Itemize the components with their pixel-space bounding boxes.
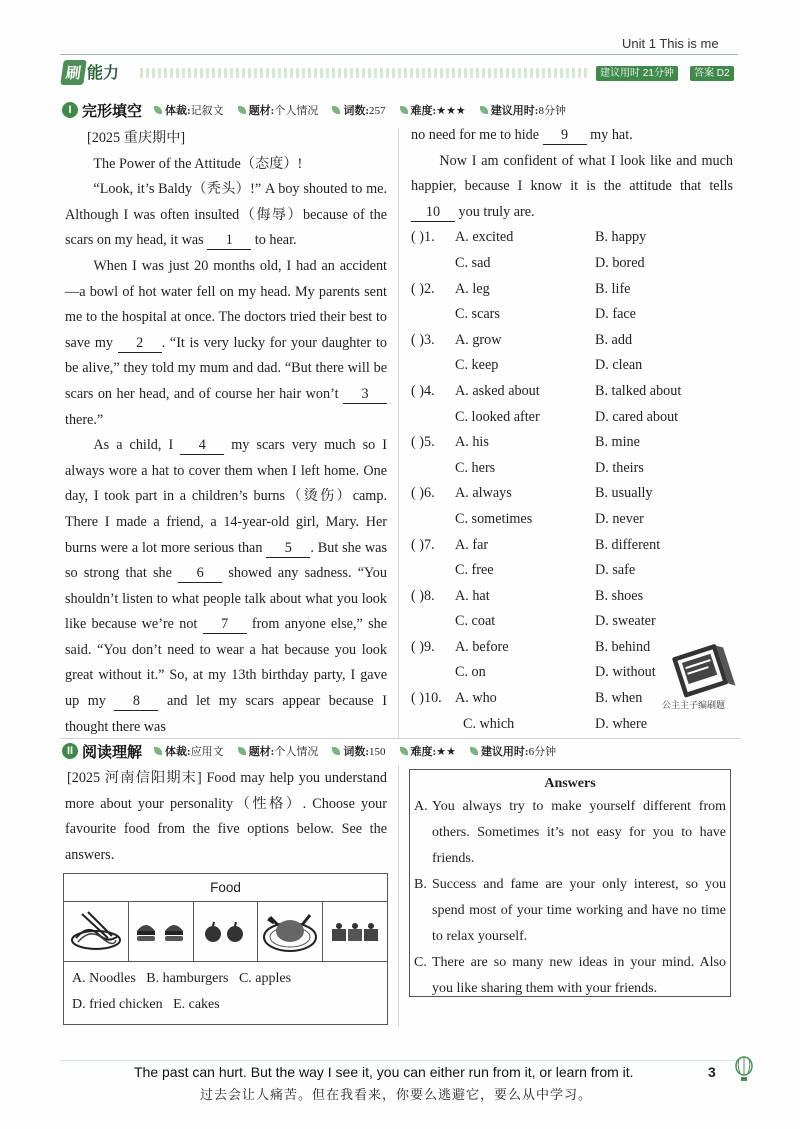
passage-text: When I was just 20 months old, I had an accident—a bowl of hot water fell on my head. My parents sent me to the hospital at once. The doctors tried their best to save my: [65, 257, 387, 351]
answer-blank[interactable]: 3: [343, 385, 387, 404]
hamburger-icon: [133, 917, 189, 947]
answer-blank[interactable]: 9: [543, 126, 587, 145]
answer-blank[interactable]: 5: [266, 539, 310, 558]
passage-text: from anyone else,” she said. “You don’t need to wear a hat because you look great without it.” So, at my 13th birthday party, I gave up my: [65, 616, 387, 710]
fried-chicken-icon: [260, 907, 320, 957]
option-c[interactable]: C. looked after: [455, 408, 540, 425]
section1-meta-key: 体裁:: [165, 105, 191, 117]
section1-meta: [154, 102, 580, 118]
leaf-icon: [238, 106, 246, 114]
option-a[interactable]: A. grow: [455, 331, 502, 348]
footer-quote-en: The past can hurt. But the way I see it, you can either run from it, or learn from it.: [134, 1064, 634, 1080]
question-number: ( )10.: [411, 690, 442, 707]
option-d[interactable]: D. clean: [595, 357, 643, 374]
answer-blank[interactable]: 4: [180, 436, 224, 455]
question-number: ( )3.: [411, 331, 435, 348]
cake-icon: [330, 917, 380, 947]
section1-meta-key: 词数:: [343, 105, 370, 117]
section2-meta-item: [400, 746, 456, 758]
option-d[interactable]: D. cared about: [595, 408, 679, 425]
fried-chicken-image: [258, 902, 323, 961]
section1-meta-item: [154, 105, 224, 117]
option-a[interactable]: A. leg: [455, 280, 490, 297]
section1-meta-value: 8分钟: [538, 105, 566, 117]
section1-meta-value: 257: [369, 105, 386, 117]
answers-title: Answers: [544, 776, 596, 791]
food-options: [64, 962, 387, 1022]
option-b[interactable]: B. mine: [595, 434, 640, 451]
section2-title: 阅读理解: [82, 743, 143, 761]
question-number: ( )9.: [411, 638, 435, 655]
section1-header: [62, 100, 742, 120]
balloon-icon: [734, 1056, 754, 1087]
option-a[interactable]: A. far: [455, 536, 489, 553]
question-row: [411, 507, 733, 533]
question-row: [411, 430, 733, 456]
option-b[interactable]: B. different: [595, 536, 661, 553]
section2-meta: [154, 743, 570, 759]
section2-meta-key: 建议用时:: [480, 746, 529, 758]
section2-meta-value: ★★: [436, 746, 456, 758]
passage-text: you truly are.: [455, 203, 535, 220]
question-row: [411, 225, 733, 251]
question-row: [411, 609, 733, 635]
answer-ref-badge: 答案 D2: [690, 66, 734, 81]
section1-meta-item: [238, 105, 319, 117]
option-d[interactable]: D. where: [595, 715, 647, 732]
reading-intro: [65, 766, 387, 868]
leaf-icon: [238, 747, 246, 755]
answer-letter: B.: [414, 877, 427, 892]
question-row: [411, 558, 733, 584]
section2-meta-value: 应用文: [190, 746, 224, 758]
leaf-icon: [400, 106, 408, 114]
answer-blank[interactable]: 2: [118, 334, 162, 353]
option-a[interactable]: A. before: [455, 638, 509, 655]
section1-meta-item: [400, 105, 466, 117]
column-divider: [398, 128, 399, 738]
column-divider-2: [398, 765, 399, 1027]
section1-meta-key: 题材:: [248, 105, 275, 117]
question-number: ( )5.: [411, 434, 435, 451]
food-options-row2: D. fried chicken E. cakes: [72, 997, 220, 1012]
question-row: [411, 277, 733, 303]
option-a[interactable]: A. his: [455, 434, 489, 451]
noodles-image: [64, 902, 129, 961]
reading-intro-text: Food may help you understand more about your personality（性格）. Choose your favourite food from the five options below. See the answers.: [65, 770, 388, 863]
option-c[interactable]: C. sad: [455, 254, 491, 271]
question-row: [411, 379, 733, 405]
reading-source: [2025 河南信阳期末]: [67, 770, 202, 786]
option-d[interactable]: D. never: [595, 510, 644, 527]
answer-blank[interactable]: 6: [178, 564, 222, 583]
leaf-icon: [400, 747, 408, 755]
page-number: 3: [708, 1064, 716, 1080]
passage-text: to hear.: [251, 232, 297, 249]
hamburgers-image: [129, 902, 194, 961]
leaf-icon: [470, 747, 478, 755]
passage-text: my hat.: [586, 127, 633, 143]
option-c[interactable]: C. on: [455, 664, 486, 681]
answer-blank[interactable]: 7: [203, 615, 247, 634]
apples-image: [194, 902, 259, 961]
option-b[interactable]: B. usually: [595, 485, 653, 502]
section1-meta-key: 难度:: [410, 105, 437, 117]
section2-meta-key: 题材:: [248, 746, 275, 758]
option-b[interactable]: B. life: [595, 280, 631, 297]
question-number: ( )4.: [411, 382, 435, 399]
brand-text: 能力: [87, 65, 120, 82]
question-number: ( )7.: [411, 536, 435, 553]
option-a[interactable]: A. always: [455, 485, 512, 502]
option-d[interactable]: D. theirs: [595, 459, 644, 476]
option-c[interactable]: C. keep: [455, 357, 499, 374]
answer-item: [414, 794, 726, 872]
option-b[interactable]: B. shoes: [595, 587, 644, 604]
option-c[interactable]: C. which: [463, 715, 515, 732]
question-row: [411, 328, 733, 354]
section2-meta-key: 词数:: [343, 746, 370, 758]
passage-paragraph: [65, 254, 387, 433]
question-row: [411, 302, 733, 328]
header-divider: [60, 54, 738, 55]
leaf-icon: [154, 106, 162, 114]
answer-blank[interactable]: 8: [114, 692, 158, 711]
passage-text: . “It is very lucky for your daughter to be alive,” they told my mum and dad. “But there will be scars on her head, and of course her hair won’t: [65, 334, 387, 402]
passage-text: . But she was so strong that she: [65, 539, 387, 582]
food-images-row: [64, 902, 387, 962]
footer-quote-cn: 过去会让人痛苦。但在我看来，你要么逃避它，要么从中学习。: [200, 1087, 593, 1102]
section2-meta-item: [332, 746, 385, 758]
section1-meta-item: [480, 105, 566, 117]
question-row: [411, 405, 733, 431]
answer-text: Success and fame are your only interest, so you spend most of your time working and have no time to relax yourself.: [432, 877, 726, 944]
answer-item: [414, 872, 726, 950]
food-table: [63, 873, 388, 1025]
option-c[interactable]: C. hers: [455, 459, 496, 476]
leaf-icon: [332, 747, 340, 755]
question-row: [411, 251, 733, 277]
passage-text: there.”: [65, 411, 104, 428]
question-number: ( )8.: [411, 587, 435, 604]
option-d[interactable]: D. safe: [595, 562, 636, 579]
decorative-stripe: [140, 68, 590, 78]
option-d[interactable]: D. sweater: [595, 613, 656, 630]
option-c[interactable]: C. free: [455, 562, 494, 579]
question-row: [411, 533, 733, 559]
question-row: [411, 584, 733, 610]
option-b[interactable]: B. talked about: [595, 382, 682, 399]
passage-text: my scars very much so I always wore a hat to cover them when I left home. One day, I took part in a children’s burns（烫伤）camp. There I made a friend, a 14-year-old girl, Mary. Her burns were a lot more serious than: [65, 437, 387, 556]
option-a[interactable]: A. excited: [455, 229, 514, 246]
answer-text: You always try to make yourself different from others. Sometimes it’s not easy for you to have friends.: [432, 799, 726, 866]
section2-number: II: [62, 743, 78, 759]
option-d[interactable]: D. face: [595, 306, 636, 323]
section2-meta-value: 个人情况: [274, 746, 319, 758]
passage-text: “Look, it’s Baldy（秃头）!” A boy shouted to me. Although I was often insulted（侮辱）because of the scars on my head, it was: [65, 181, 387, 249]
apple-icon: [201, 918, 249, 946]
section1-meta-value: 个人情况: [274, 105, 319, 117]
passage-text: Now I am confident of what I look like and much happier, because I know it is the attitude that tells: [411, 152, 733, 195]
section1-number: I: [62, 102, 78, 118]
question-row: [411, 712, 733, 738]
noodles-icon: [68, 910, 124, 954]
passage-left-column: [65, 126, 387, 740]
answer-item: [414, 950, 726, 1002]
passage-paragraph: [65, 433, 387, 740]
food-table-header: Food: [64, 874, 387, 902]
suggested-time-badge: 建议用时 21分钟: [596, 66, 678, 81]
passage-paragraph: [411, 149, 733, 226]
option-d[interactable]: D. bored: [595, 254, 645, 271]
section2-meta-value: 150: [369, 746, 386, 758]
book-caption: 公主主子编刷题: [662, 700, 726, 710]
section2-meta-item: [154, 746, 224, 758]
section1-meta-key: 建议用时:: [490, 105, 539, 117]
question-number: ( )1.: [411, 229, 435, 246]
option-c[interactable]: C. sometimes: [455, 510, 533, 527]
section2-meta-key: 难度:: [410, 746, 437, 758]
passage-paragraph: [411, 123, 733, 149]
unit-title: Unit 1 This is me: [622, 36, 719, 51]
option-b[interactable]: B. behind: [595, 638, 651, 655]
option-a[interactable]: A. who: [455, 690, 497, 707]
leaf-icon: [332, 106, 340, 114]
section2-meta-item: [238, 746, 319, 758]
passage-text: As a child, I: [93, 437, 181, 454]
food-options-row1: A. Noodles B. hamburgers C. apples: [72, 971, 292, 986]
section1-title: 完形填空: [82, 102, 143, 120]
question-row: [411, 353, 733, 379]
answer-text: There are so many new ideas in your mind. Also you like sharing them with your friends.: [432, 955, 726, 996]
passage-paragraph: [65, 177, 387, 254]
section2-meta-key: 体裁:: [165, 746, 191, 758]
passage-source: [2025 重庆期中]: [87, 130, 186, 146]
footer-divider: [60, 1060, 740, 1061]
section2-meta-item: [470, 746, 556, 758]
option-b[interactable]: B. happy: [595, 229, 647, 246]
section1-meta-item: [332, 105, 385, 117]
option-a[interactable]: A. asked about: [455, 382, 540, 399]
section2-header: [62, 741, 742, 761]
passage-text: and let my scars appear because I thought there was: [65, 693, 387, 735]
question-row: [411, 456, 733, 482]
section1-meta-value: ★★★: [436, 105, 466, 117]
passage-text: showed any sadness. “You shouldn’t listen to what people talk about what you look like because we’re not: [65, 565, 387, 633]
option-c[interactable]: C. scars: [455, 306, 500, 323]
question-row: [411, 481, 733, 507]
option-c[interactable]: C. coat: [455, 613, 496, 630]
option-b[interactable]: B. add: [595, 331, 633, 348]
answer-blank[interactable]: 1: [207, 231, 251, 250]
option-a[interactable]: A. hat: [455, 587, 490, 604]
answer-letter: A.: [414, 799, 428, 814]
question-number: ( )6.: [411, 485, 435, 502]
option-b[interactable]: B. when: [595, 690, 643, 707]
answer-blank[interactable]: 10: [411, 203, 455, 222]
section1-meta-value: 记叙文: [190, 105, 224, 117]
section-divider: [60, 738, 740, 739]
passage-text: no need for me to hide: [411, 127, 543, 143]
leaf-icon: [480, 106, 488, 114]
answers-box: [409, 769, 731, 997]
leaf-icon: [154, 747, 162, 755]
answer-letter: C.: [414, 955, 427, 970]
passage-title: The Power of the Attitude（态度）!: [93, 155, 303, 172]
question-number: ( )2.: [411, 280, 435, 297]
cakes-image: [323, 902, 387, 961]
section2-meta-value: 6分钟: [528, 746, 557, 758]
brand-badge: 刷: [60, 60, 87, 85]
option-d[interactable]: D. without: [595, 664, 656, 681]
